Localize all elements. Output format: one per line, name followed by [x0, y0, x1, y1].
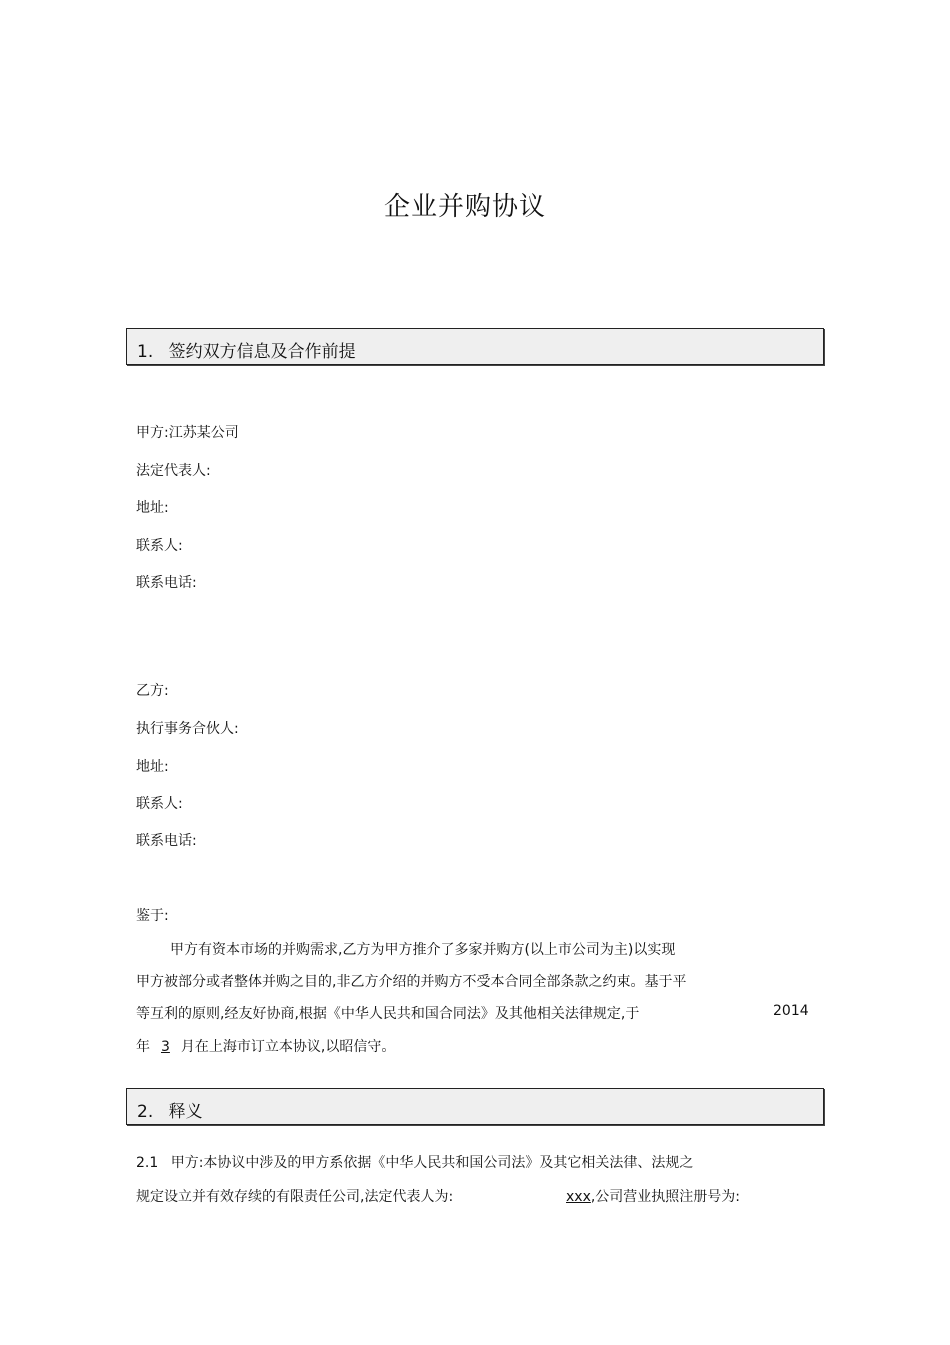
definition-2-1-line-2-tail [566, 1186, 740, 1206]
definition-text: 甲方:本协议中涉及的甲方系依据《中华人民共和国公司法》及其它相关法律、法规之 [170, 1155, 694, 1171]
whereas-label: 鉴于: [136, 908, 169, 924]
party-b-contact: 联系人: [136, 796, 183, 812]
legal-rep-name: xxx [566, 1189, 591, 1205]
section-number: 2. [137, 1102, 154, 1122]
section-heading-2 [126, 1088, 824, 1125]
agreement-year: 2014 [773, 1003, 809, 1019]
party-b-phone: 联系电话: [136, 833, 197, 849]
party-b-name: 乙方: [136, 683, 169, 699]
section-heading-1 [126, 328, 824, 365]
whereas-line-2: 甲方被部分或者整体并购之目的,非乙方介绍的并购方不受本合同全部条款之约束。基于平 [136, 974, 687, 990]
party-a-contact: 联系人: [136, 538, 183, 554]
party-a-rep: 法定代表人: [136, 463, 211, 479]
party-b-partner: 执行事务合伙人: [136, 721, 239, 737]
whereas-line-4 [136, 1036, 395, 1056]
whereas-line-1: 甲方有资本市场的并购需求,乙方为甲方推介了多家并购方(以上市公司为主)以实现 [170, 942, 676, 958]
year-suffix: 年 [136, 1039, 150, 1055]
section-number: 1. [137, 342, 154, 362]
party-a-phone: 联系电话: [136, 575, 197, 591]
registration-label: ,公司营业执照注册号为: [590, 1189, 741, 1205]
whereas-line-3: 等互利的原则,经友好协商,根据《中华人民共和国合同法》及其他相关法律规定,于 [136, 1006, 640, 1022]
party-a-address: 地址: [136, 500, 169, 516]
definition-number: 2.1 [136, 1155, 159, 1171]
document-title: 企业并购协议 [383, 192, 546, 222]
party-a-name: 甲方:江苏某公司 [136, 425, 239, 441]
whereas-line-4-tail: 月在上海市订立本协议,以昭信守。 [180, 1039, 396, 1055]
section-title: 签约双方信息及合作前提 [168, 342, 356, 362]
definition-2-1-line-2: 规定设立并有效存续的有限责任公司,法定代表人为: [136, 1189, 454, 1205]
agreement-month: 3 [160, 1039, 170, 1055]
section-title: 释义 [168, 1102, 203, 1122]
definition-2-1-line-1 [136, 1152, 693, 1172]
party-b-address: 地址: [136, 759, 169, 775]
